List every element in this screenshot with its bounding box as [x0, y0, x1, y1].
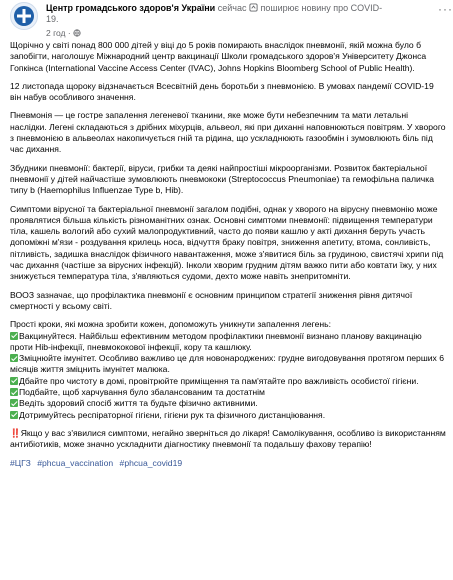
paragraph-3: Пневмонія — це гостре запалення легеневої тканини, яке може бути небезпечним та мати летальні наслідки. Легені складаються з дрібних міхурців, альвеол, які при диханні наповнюються повітрям. У хворого з пневмонією в альвеолах накопичується гній та рідина, що ускладнюють газообмін і зумовлюють біль під час дихання. — [10, 110, 446, 155]
page-name-link[interactable]: Центр громадського здоров'я України — [46, 3, 216, 13]
check-mark-icon — [10, 377, 18, 385]
phc-logo-icon — [13, 5, 35, 27]
step-item: Подбайте, щоб харчування було збалансованим та достатнім — [19, 387, 265, 398]
share-icon — [249, 3, 258, 12]
steps-intro: Прості кроки, які можна зробити кожен, допоможуть уникнути запалення легень: — [10, 319, 331, 330]
check-mark-icon — [10, 411, 18, 419]
paragraph-5: Симптоми вірусної та бактеріальної пневмонії загалом подібні, однак у хворого на вірусну пневмонію може проявлятися більша кількість різноманітних ознак. Основні симптоми пневмонії: підвищення температури тіла, кашель вологий або сухий малопродуктивний, часто до появи кашлю у акті дихання беруть участь допоміжні м'язи - роздування крилець носа, відчуття браку повітря, зниження апетиту, втома, сонливість, пітливість, задишка внаслідок фізичного навантаження, може з'явитися біль за грудиною, свистячі хрипи під час дихання (частіше за вірусних інфекцій). Інколи хворим грудним дітям важко пити або ковтати їжу, у них знижується температура тіла, з'являються судоми, дехто може навіть знепритомніти. — [10, 203, 444, 282]
paragraph-2: 12 листопада щороку відзначається Всесвітній день боротьби з пневмонією. В умовах пандемії COVID-19 він набув особливого значення. — [10, 80, 434, 103]
steps-block — [10, 319, 446, 421]
hashtag-link[interactable]: #phcua_vaccination — [37, 457, 114, 468]
page-avatar[interactable] — [10, 2, 38, 30]
post-header-text — [46, 3, 439, 25]
share-text: поширює новину про COVID- — [260, 3, 383, 13]
step-item: Вакцинуйтеся. Найбільш ефективним методом профілактики пневмонії визнано планову вакцинацію проти Hib-інфекції, пневмококової інфекції, кору та кашлюку. — [10, 330, 422, 352]
paragraph-1: Щорічно у світі понад 800 000 дітей у віці до 5 років помирають внаслідок пневмонії, якій можна було б запобігти, наголошує Міжнародний центр вакцинації Школи громадського здоров'я Університету Джонса Гопкінса (International Vaccine Access Center (IVAC), Johns Hopkins Bloomberg School of Public Health). — [10, 40, 427, 73]
check-mark-icon — [10, 388, 18, 396]
post-time[interactable]: 2 год · — [46, 28, 81, 38]
hashtag-link[interactable]: #phcua_covid19 — [119, 457, 183, 468]
post-time-label: 2 год — [46, 28, 66, 38]
share-text-cont: 19. — [46, 14, 59, 24]
check-mark-icon — [10, 354, 18, 362]
hashtag-link[interactable]: #ЦГЗ — [10, 457, 31, 468]
post-body — [10, 40, 446, 476]
globe-icon — [73, 29, 81, 37]
step-item: Дотримуйтесь респіраторної гігієни, гігієни рук та фізичного дистанціювання. — [19, 409, 326, 420]
time-label: сейчас — [217, 3, 247, 13]
check-mark-icon — [10, 399, 18, 407]
step-item: Зміцнюйте імунітет. Особливо важливо це для новонароджених: грудне вигодовування протягом перших 6 місяців життя зміцнить імунітет малюка. — [10, 353, 444, 375]
step-item: Ведіть здоровий спосіб життя та будьте фізично активними. — [19, 398, 258, 409]
step-item: Дбайте про чистоту в домі, провітрюйте приміщення та пам'ятайте про важливість особистої гігієни. — [19, 375, 419, 386]
check-mark-icon — [10, 332, 18, 340]
warning-paragraph: ‼️Якщо у вас з'явилися симптоми, негайно зверніться до лікаря! Самолікування, особливо із використанням антибіотиків, може значно ускладнити діагностику пневмонії та подальшу фахову терапію! — [10, 427, 446, 450]
more-options-icon[interactable]: ··· — [438, 2, 453, 16]
hashtags — [10, 458, 446, 469]
paragraph-6: ВООЗ зазначає, що профілактика пневмонії є основним принципом стратегії зниження рівня дитячої смертності у всьому світі. — [10, 289, 413, 311]
post-header — [10, 0, 443, 40]
paragraph-4: Збудники пневмонії: бактерії, віруси, грибки та деякі найпростіші мікроорганізми. Розвиток бактеріальної пневмонії у дітей найчастіше зумовлюють пневмококи (Streptococcus Pneumoniae) та гемофільна паличка типу b (Haemophilus Influenzae Type b, Hib). — [10, 162, 434, 196]
